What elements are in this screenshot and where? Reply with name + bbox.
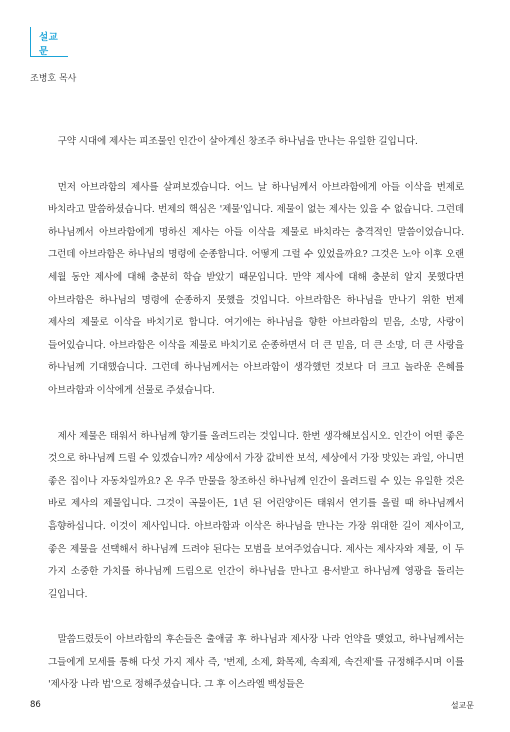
section-badge [30,27,68,57]
paragraph-intro: 구약 시대에 제사는 피조물인 인간이 살아계신 창조주 하나님을 만나는 유일한 길입니다. [57,136,418,147]
article-body [48,131,464,720]
page-number: 86 [30,700,41,710]
paragraph-covenant: 말씀드렸듯이 아브라함의 후손들은 출애굽 후 하나님과 제사장 나라 언약을 맺었고, 하나님께서는 그들에게 모세를 통해 다섯 가지 제사 즉, '번제, 소제, 화목제, 속죄제, 속건제'를 규정해주시며 이를 '제사장 나라 법'으로 정해주셨습니다. 그 후 이스라엘 백성들은 [48,634,464,691]
paragraph-offering: 제사 제물은 태워서 하나님께 향기를 올려드리는 것입니다. 한번 생각해보십시오. 인간이 어떤 좋은 것으로 하나님께 드릴 수 있겠습니까? 세상에서 가장 값비싼 보석, 세상에서 가장 맛있는 과일, 아니면 좋은 집이나 자동차일까요? 온 우주 만물을 창조하신 하나님께 인간이 올려드릴 수 있는 유일한 것은 바로 제사의 제물입니다. 그것이 곡물이든, 1년 된 어린양이든 태워서 연기를 올릴 때 하나님께서 흠향하십니다. 이것이 제사입니다. 아브라함과 이삭은 하나님을 만나는 가장 위대한 길이 제사이고, 좋은 제물을 선택해서 하나님께 드려야 된다는 모범을 보여주었습니다. 제사는 제사자와 제물, 이 두 가지 소중한 가치를 하나님께 드림으로 인간이 하나님을 만나고 용서받고 하나님께 영광을 돌리는 길입니다. [48,430,464,600]
footer-title: 설교문 [450,701,474,710]
section-label: 설교문 [39,32,59,57]
paragraph-abraham: 먼저 아브라함의 제사를 살펴보겠습니다. 어느 날 하나님께서 아브라함에게 아들 이삭을 번제로 바치라고 말씀하셨습니다. 번제의 핵심은 '제물'입니다. 제물이 없는 제사는 있을 수 없습니다. 그런데 하나님께서 아브라함에게 명하신 제사는 아들 이삭을 제물로 바치라는 충격적인 말씀이었습니다. 그런데 아브라함은 하나님의 명령에 순종합니다. 어떻게 그럴 수 있었을까요? 그것은 노아 이후 오랜 세월 동안 제사에 대해 충분히 학습 받았기 때문입니다. 만약 제사에 대해 충분히 알지 못했다면 아브라함은 하나님의 명령에 순종하지 못했을 것입니다. 아브라함은 하나님을 만나기 위한 번제 제사의 제물로 이삭을 바치기로 합니다. 여기에는 하나님을 향한 아브라함의 믿음, 소망, 사랑이 들어있습니다. 아브라함은 이삭을 제물로 바치기로 순종하면서 더 큰 믿음, 더 큰 소망, 더 큰 사랑을 하나님께 기대했습니다. 그런데 하나님께서는 아브라함이 생각했던 것보다 더 크고 놀라운 은혜를 아브라함과 이삭에게 선물로 주셨습니다. [48,181,464,396]
author-name: 조병호 목사 [30,74,77,84]
